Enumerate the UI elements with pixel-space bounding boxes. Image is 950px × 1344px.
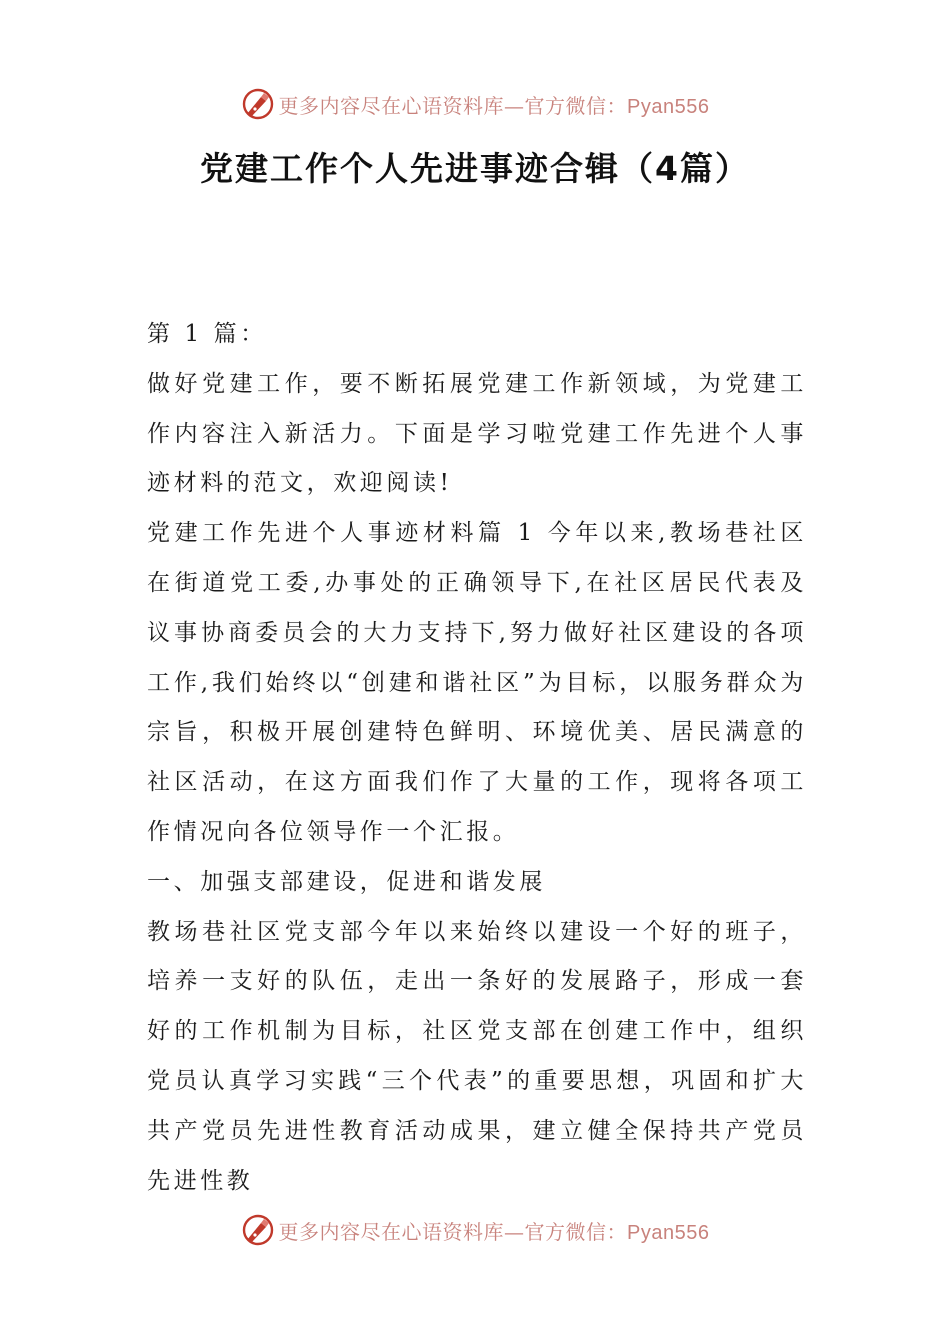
pen-nib-logo-icon [241, 1213, 275, 1247]
document-body [147, 310, 807, 1206]
intro-paragraph: 做好党建工作，要不断拓展党建工作新领域，为党建工作内容注入新活力。下面是学习啦党建工作先进个人事迹材料的范文，欢迎阅读! [147, 370, 807, 497]
section-label: 第 1 篇： [147, 321, 267, 347]
page-title: 党建工作个人先进事迹合辑（4篇） [200, 149, 750, 188]
header-banner [0, 86, 950, 122]
pen-nib-logo-icon [241, 87, 275, 121]
banner-text: 更多内容尽在心语资料库—官方微信：Pyan556 [278, 93, 710, 118]
body-paragraph: 教场巷社区党支部今年以来始终以建设一个好的班子，培养一支好的队伍，走出一条好的发展路子，形成一套好的工作机制为目标，社区党支部在创建工作中，组织党员认真学习实践“三个代表”的重要思想，巩固和扩大共产党员先进性教育活动成果，建立健全保持共产党员先进性教 [147, 918, 807, 1194]
body-paragraph: 党建工作先进个人事迹材料篇 1 今年以来,教场巷社区在街道党工委,办事处的正确领导下,在社区居民代表及议事协商委员会的大力支持下,努力做好社区建设的各项工作,我们始终以“创建和谐社区”为目标，以服务群众为宗旨，积极开展创建特色鲜明、环境优美、居民满意的社区活动，在这方面我们作了大量的工作，现将各项工作情况向各位领导作一个汇报。 [147, 520, 807, 845]
section-heading: 一、加强支部建设，促进和谐发展 [147, 868, 546, 895]
banner-text: 更多内容尽在心语资料库—官方微信：Pyan556 [278, 1219, 710, 1244]
footer-banner [0, 1212, 950, 1248]
